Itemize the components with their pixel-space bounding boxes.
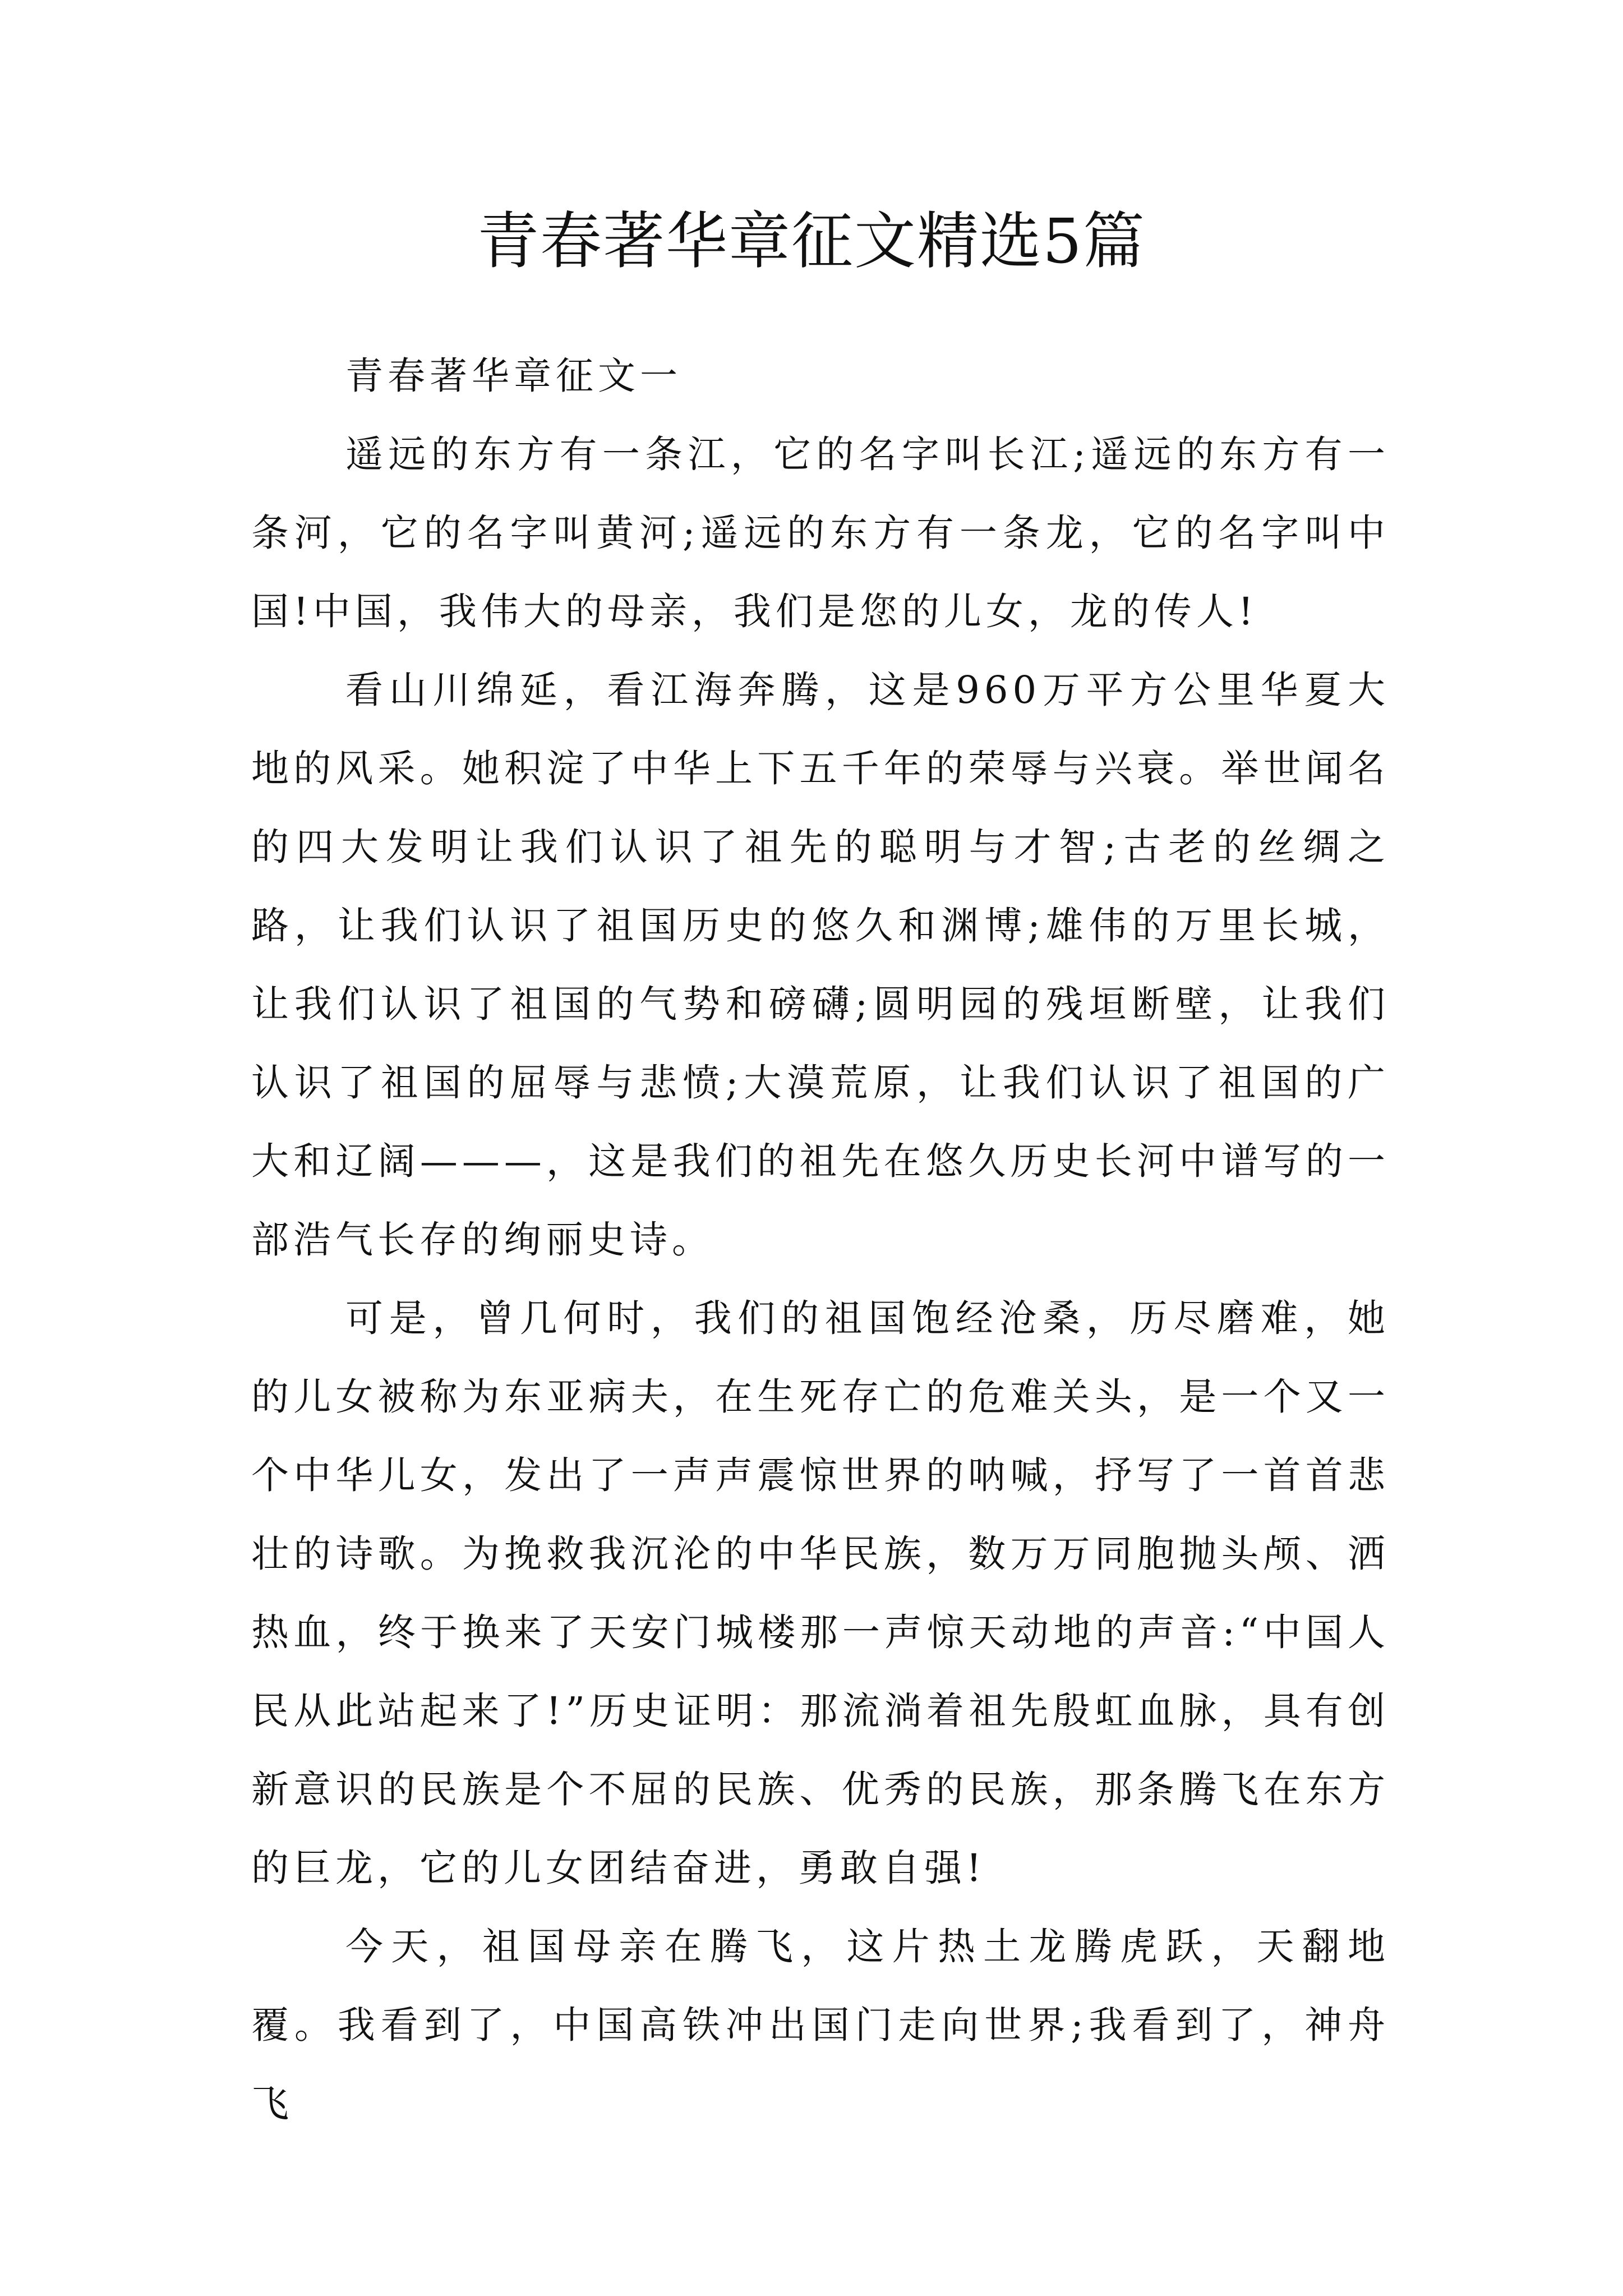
document-title: 青春著华章征文精选5篇 xyxy=(477,205,1146,277)
paragraph: 可是，曾几何时，我们的祖国饱经沧桑，历尽磨难，她的儿女被称为东亚病夫，在生死存亡的危难关头，是一个又一个中华儿女，发出了一声声震惊世界的呐喊，抒写了一首首悲壮的诗歌。为挽救我沉沦的中华民族，数万万同胞抛头颅、洒热血，终于换来了天安门城楼那一声惊天动地的声音:“中国人民从此站起来了!”历史证明：那流淌着祖先殷虹血脉，具有创新意识的民族是个不屈的民族、优秀的民族，那条腾飞在东方的巨龙，它的儿女团结奋进，勇敢自强! xyxy=(251,1296,1390,1890)
document-body xyxy=(251,337,1390,2143)
paragraph: 今天，祖国母亲在腾飞，这片热土龙腾虎跃，天翻地覆。我看到了，中国高铁冲出国门走向世界;我看到了，神舟飞 xyxy=(251,1925,1390,2125)
paragraph: 遥远的东方有一条江，它的名字叫长江;遥远的东方有一条河，它的名字叫黄河;遥远的东方有一条龙，它的名字叫中国!中国，我伟大的母亲，我们是您的儿女，龙的传人! xyxy=(251,432,1390,633)
section-heading: 青春著华章征文一 xyxy=(345,354,682,398)
paragraph: 看山川绵延，看江海奔腾，这是960万平方公里华夏大地的风采。她积淀了中华上下五千年的荣辱与兴衰。举世闻名的四大发明让我们认识了祖先的聪明与才智;古老的丝绸之路，让我们认识了祖国历史的悠久和渊博;雄伟的万里长城，让我们认识了祖国的气势和磅礴;圆明园的残垣断壁，让我们认识了祖国的屈辱与悲愤;大漠荒原，让我们认识了祖国的广大和辽阔———，这是我们的祖先在悠久历史长河中谱写的一部浩气长存的绚丽史诗。 xyxy=(251,668,1390,1262)
